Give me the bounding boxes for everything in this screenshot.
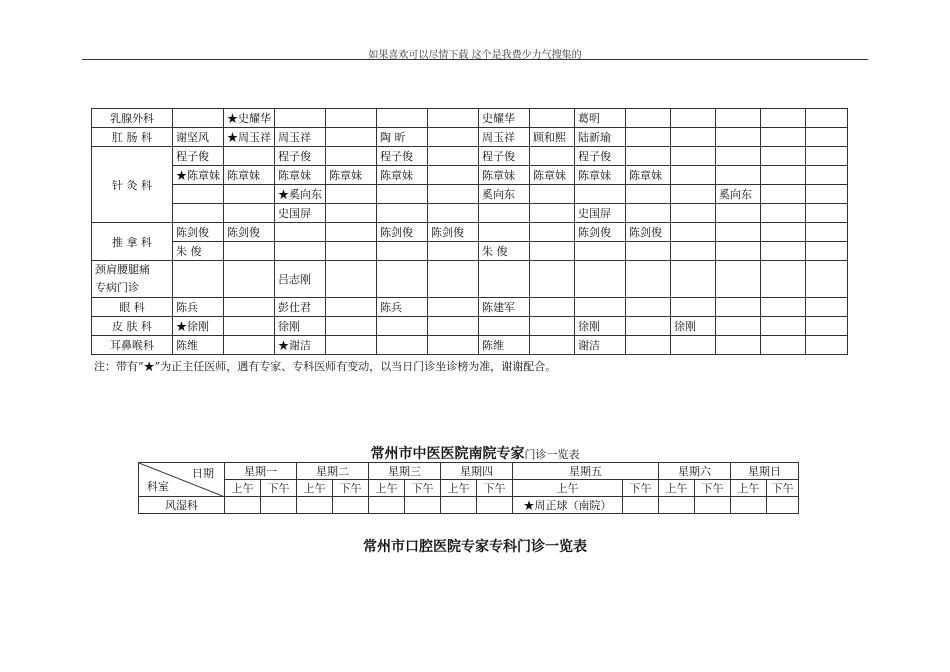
- doctor-cell: [224, 147, 275, 166]
- doctor-cell: 程子俊: [377, 147, 428, 166]
- doctor-cell: 程子俊: [479, 147, 530, 166]
- doctor-cell: 徐刚: [671, 317, 716, 336]
- doctor-cell: 朱 俊: [173, 242, 224, 261]
- doctor-cell: [530, 223, 575, 242]
- doctor-cell: [224, 317, 275, 336]
- am-header: 上午: [659, 480, 695, 497]
- south-table: [138, 462, 799, 514]
- doctor-cell: [671, 109, 716, 128]
- doctor-cell: [530, 147, 575, 166]
- doctor-cell: [224, 298, 275, 317]
- doctor-cell: 奚向东: [479, 185, 530, 204]
- doctor-cell: 陶 昕: [377, 128, 428, 147]
- doctor-cell: 陈维: [479, 336, 530, 355]
- south-fri-am-cell: ★周正球（南院）: [513, 497, 623, 514]
- doctor-cell: [761, 298, 806, 317]
- doctor-cell: [671, 128, 716, 147]
- doctor-cell: [173, 261, 224, 298]
- doctor-cell: [326, 109, 377, 128]
- doctor-cell: [275, 223, 326, 242]
- am-header: 上午: [369, 480, 405, 497]
- schedule-table: [91, 108, 848, 355]
- doctor-cell: [173, 185, 224, 204]
- doctor-cell: [428, 317, 479, 336]
- doctor-cell: [671, 166, 716, 185]
- doctor-cell: [224, 242, 275, 261]
- pm-header: 下午: [405, 480, 441, 497]
- doctor-cell: [716, 242, 761, 261]
- doctor-cell: 周玉祥: [275, 128, 326, 147]
- corner-date: 日期: [192, 467, 214, 480]
- doctor-cell: [671, 147, 716, 166]
- doctor-cell: [377, 185, 428, 204]
- doctor-cell: [428, 128, 479, 147]
- doctor-cell: 陈剑俊: [377, 223, 428, 242]
- doctor-cell: ★谢洁: [275, 336, 326, 355]
- doctor-cell: [224, 204, 275, 223]
- doctor-cell: [575, 298, 626, 317]
- day-header: 星期二: [297, 463, 369, 480]
- doctor-cell: [806, 166, 848, 185]
- doctor-cell: [479, 317, 530, 336]
- doctor-cell: [377, 336, 428, 355]
- dept-line: 专病门诊: [95, 281, 139, 294]
- doctor-cell: [761, 128, 806, 147]
- doctor-cell: [530, 185, 575, 204]
- doctor-cell: 陈建军: [479, 298, 530, 317]
- doctor-cell: [224, 185, 275, 204]
- doctor-cell: [806, 223, 848, 242]
- doctor-cell: [428, 204, 479, 223]
- doctor-cell: [326, 317, 377, 336]
- table-row: [92, 166, 848, 185]
- doctor-cell: [428, 166, 479, 185]
- doctor-cell: [806, 185, 848, 204]
- doctor-cell: 陆新瑜: [575, 128, 626, 147]
- table-row: [92, 147, 848, 166]
- table-row: [92, 336, 848, 355]
- doctor-cell: [377, 109, 428, 128]
- doctor-cell: [428, 147, 479, 166]
- dept-cell: 乳腺外科: [92, 109, 173, 128]
- table-row: [92, 242, 848, 261]
- doctor-cell: [575, 242, 626, 261]
- doctor-cell: [806, 242, 848, 261]
- doctor-cell: [671, 223, 716, 242]
- doctor-cell: ★奚向东: [275, 185, 326, 204]
- doctor-cell: [275, 242, 326, 261]
- doctor-cell: 葛明: [575, 109, 626, 128]
- am-header: 上午: [731, 480, 767, 497]
- doctor-cell: [326, 298, 377, 317]
- doctor-cell: 陈章妹: [575, 166, 626, 185]
- doctor-cell: [626, 128, 671, 147]
- doctor-cell: [224, 336, 275, 355]
- day-header: 星期五: [513, 463, 659, 480]
- doctor-cell: [671, 261, 716, 298]
- doctor-cell: [761, 336, 806, 355]
- day-header: 星期一: [225, 463, 297, 480]
- dept-cell: [92, 261, 173, 298]
- doctor-cell: [761, 317, 806, 336]
- doctor-cell: ★周玉祥: [224, 128, 275, 147]
- table-row: [92, 185, 848, 204]
- doctor-cell: [671, 204, 716, 223]
- doctor-cell: [806, 204, 848, 223]
- doctor-cell: [575, 261, 626, 298]
- doctor-cell: 史国屏: [575, 204, 626, 223]
- doctor-cell: 吕志刚: [275, 261, 326, 298]
- doctor-cell: [224, 261, 275, 298]
- doctor-cell: 程子俊: [173, 147, 224, 166]
- doctor-cell: 奚向东: [716, 185, 761, 204]
- doctor-cell: [326, 147, 377, 166]
- doctor-cell: [326, 223, 377, 242]
- doctor-cell: [761, 223, 806, 242]
- am-header: 上午: [225, 480, 261, 497]
- doctor-cell: [716, 261, 761, 298]
- doctor-cell: [428, 336, 479, 355]
- doctor-cell: [626, 185, 671, 204]
- doctor-cell: [377, 204, 428, 223]
- doctor-cell: [716, 317, 761, 336]
- doctor-cell: [761, 166, 806, 185]
- doctor-cell: 陈维: [173, 336, 224, 355]
- doctor-cell: 程子俊: [275, 147, 326, 166]
- doctor-cell: [626, 109, 671, 128]
- doctor-cell: [530, 261, 575, 298]
- doctor-cell: 陈兵: [377, 298, 428, 317]
- doctor-cell: 陈章妹: [326, 166, 377, 185]
- doctor-cell: [671, 336, 716, 355]
- doctor-cell: 陈剑俊: [428, 223, 479, 242]
- doctor-cell: [530, 317, 575, 336]
- pm-header: 下午: [261, 480, 297, 497]
- doctor-cell: 徐刚: [275, 317, 326, 336]
- doctor-cell: [530, 298, 575, 317]
- doctor-cell: [326, 261, 377, 298]
- doctor-cell: [275, 109, 326, 128]
- doctor-cell: [377, 242, 428, 261]
- doctor-cell: [530, 204, 575, 223]
- table-row: [92, 298, 848, 317]
- dept-cell: 耳鼻喉科: [92, 336, 173, 355]
- pm-header: 下午: [333, 480, 369, 497]
- south-title-sub: 门诊一览表: [524, 448, 580, 461]
- doctor-cell: 谢坚风: [173, 128, 224, 147]
- doctor-cell: [716, 298, 761, 317]
- doctor-cell: [626, 242, 671, 261]
- pm-header: 下午: [623, 480, 659, 497]
- south-title-main: 常州市中医医院南院专家: [370, 446, 525, 462]
- doctor-cell: [377, 317, 428, 336]
- table-row: [92, 261, 848, 298]
- table-row: [92, 128, 848, 147]
- table-row: [92, 223, 848, 242]
- doctor-cell: [806, 109, 848, 128]
- doctor-cell: [761, 185, 806, 204]
- doctor-cell: [716, 147, 761, 166]
- doctor-cell: [806, 128, 848, 147]
- am-header: 上午: [441, 480, 477, 497]
- doctor-cell: [575, 185, 626, 204]
- doctor-cell: [626, 261, 671, 298]
- doctor-cell: ★陈章妹: [173, 166, 224, 185]
- doctor-cell: 陈章妹: [224, 166, 275, 185]
- doctor-cell: [761, 109, 806, 128]
- doctor-cell: [173, 204, 224, 223]
- pm-header: 下午: [477, 480, 513, 497]
- doctor-cell: [326, 242, 377, 261]
- doctor-cell: [716, 128, 761, 147]
- doctor-cell: [671, 185, 716, 204]
- doctor-cell: [761, 242, 806, 261]
- doctor-cell: 史国屏: [275, 204, 326, 223]
- doctor-cell: [626, 147, 671, 166]
- doctor-cell: [761, 147, 806, 166]
- doctor-cell: 顾和熙: [530, 128, 575, 147]
- pm-header: 下午: [695, 480, 731, 497]
- doctor-cell: 陈剑俊: [575, 223, 626, 242]
- doctor-cell: ★史耀华: [224, 109, 275, 128]
- doctor-cell: 史耀华: [479, 109, 530, 128]
- doctor-cell: [530, 242, 575, 261]
- doctor-cell: [479, 204, 530, 223]
- doctor-cell: [428, 261, 479, 298]
- doctor-cell: 徐刚: [575, 317, 626, 336]
- doctor-cell: 陈剑俊: [224, 223, 275, 242]
- doctor-cell: 陈章妹: [530, 166, 575, 185]
- doctor-cell: [761, 261, 806, 298]
- doctor-cell: [326, 128, 377, 147]
- doctor-cell: 陈章妹: [377, 166, 428, 185]
- doctor-cell: [806, 317, 848, 336]
- doctor-cell: [479, 261, 530, 298]
- header-note: 如果喜欢可以尽情下载 这个是我费少力气搜集的: [368, 50, 582, 61]
- am-header: 上午: [513, 480, 623, 497]
- doctor-cell: [716, 204, 761, 223]
- doctor-cell: [671, 298, 716, 317]
- doctor-cell: 程子俊: [575, 147, 626, 166]
- doctor-cell: 朱 俊: [479, 242, 530, 261]
- doctor-cell: [716, 109, 761, 128]
- doctor-cell: [806, 147, 848, 166]
- doctor-cell: [326, 185, 377, 204]
- doctor-cell: [326, 204, 377, 223]
- oral-hospital-title: 常州市口腔医院专家专科门诊一览表: [363, 539, 587, 555]
- doctor-cell: [428, 185, 479, 204]
- doctor-cell: [428, 242, 479, 261]
- dept-cell: 肛 肠 科: [92, 128, 173, 147]
- am-header: 上午: [297, 480, 333, 497]
- doctor-cell: [530, 109, 575, 128]
- doctor-cell: [326, 336, 377, 355]
- south-title: [0, 443, 950, 463]
- doctor-cell: [428, 298, 479, 317]
- doctor-cell: [626, 317, 671, 336]
- doctor-cell: 谢洁: [575, 336, 626, 355]
- header-rule: [82, 59, 868, 60]
- doctor-cell: 陈章妹: [479, 166, 530, 185]
- table-row: [92, 204, 848, 223]
- doctor-cell: [671, 242, 716, 261]
- doctor-cell: [626, 204, 671, 223]
- doctor-cell: [806, 261, 848, 298]
- dept-cell: 眼 科: [92, 298, 173, 317]
- day-header: 星期六: [659, 463, 731, 480]
- doctor-cell: [626, 298, 671, 317]
- table-row: [92, 317, 848, 336]
- doctor-cell: [479, 223, 530, 242]
- doctor-cell: [806, 336, 848, 355]
- doctor-cell: 陈剑俊: [173, 223, 224, 242]
- doctor-cell: [806, 298, 848, 317]
- corner-dept: 科室: [147, 480, 169, 493]
- doctor-cell: [377, 261, 428, 298]
- doctor-cell: [716, 166, 761, 185]
- pm-header: 下午: [767, 480, 799, 497]
- dept-cell: 针 灸 科: [92, 147, 173, 223]
- doctor-cell: [716, 336, 761, 355]
- table-row: [92, 109, 848, 128]
- doctor-cell: [173, 109, 224, 128]
- schedule-note: 注：带有“★”为正主任医师，遇有专家、专科医师有变动，以当日门诊坐诊榜为准，谢谢配合。: [94, 360, 557, 373]
- doctor-cell: 陈兵: [173, 298, 224, 317]
- doctor-cell: [626, 336, 671, 355]
- doctor-cell: 陈章妹: [626, 166, 671, 185]
- doctor-cell: [716, 223, 761, 242]
- dept-cell: 推 拿 科: [92, 223, 173, 261]
- doctor-cell: ★徐刚: [173, 317, 224, 336]
- dept-line: 颈肩腰腿痛: [95, 263, 150, 276]
- doctor-cell: 彭仕君: [275, 298, 326, 317]
- doctor-cell: 陈章妹: [275, 166, 326, 185]
- doctor-cell: [761, 204, 806, 223]
- corner-cell: [139, 463, 225, 497]
- day-header: 星期日: [731, 463, 799, 480]
- day-header: 星期三: [369, 463, 441, 480]
- doctor-cell: 陈剑俊: [626, 223, 671, 242]
- doctor-cell: [428, 109, 479, 128]
- dept-cell: 皮 肤 科: [92, 317, 173, 336]
- south-dept-cell: 风湿科: [139, 497, 225, 514]
- day-header: 星期四: [441, 463, 513, 480]
- doctor-cell: [530, 336, 575, 355]
- doctor-cell: 周玉祥: [479, 128, 530, 147]
